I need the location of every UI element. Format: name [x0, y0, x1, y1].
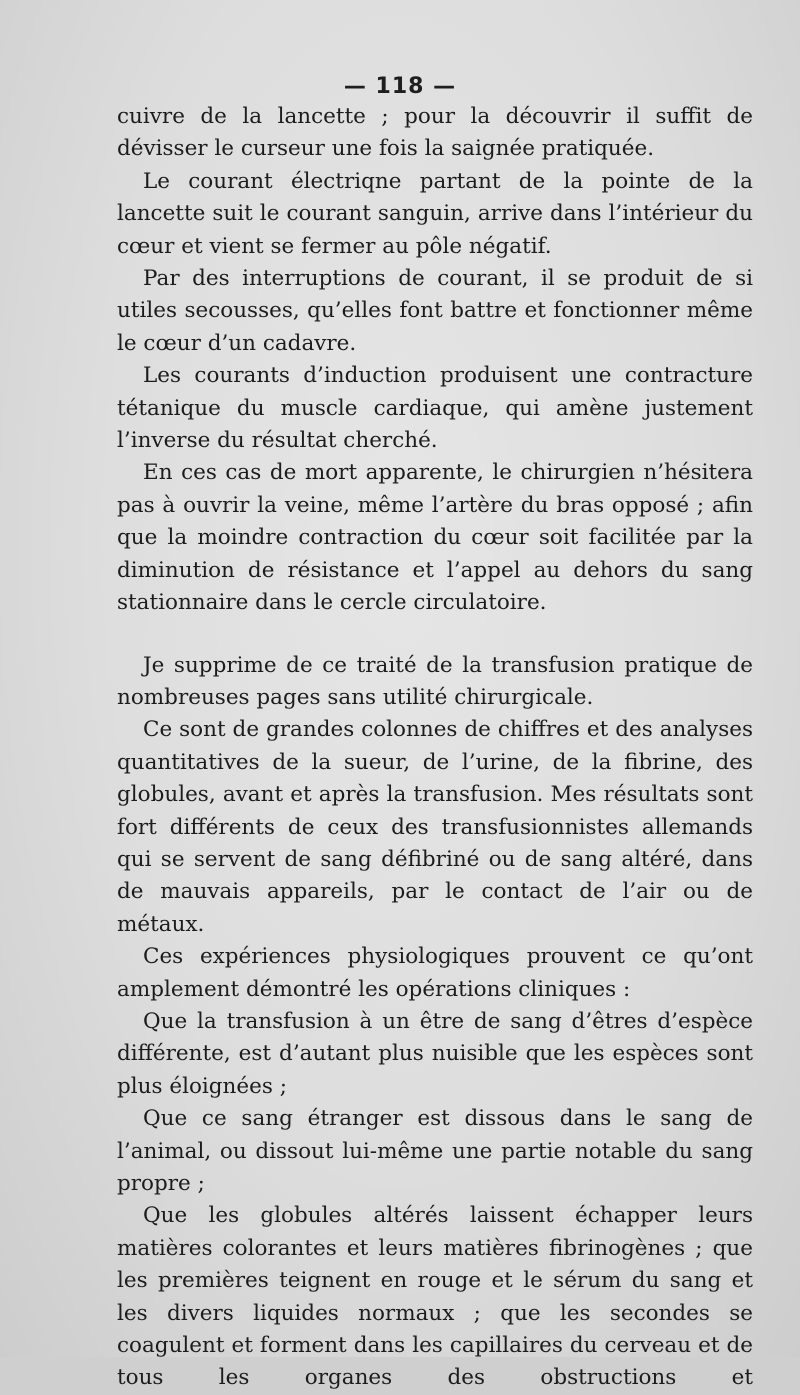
paragraph: Par des interruptions de courant, il se produit de si utiles secousses, qu’elles font battre et fonctionner même le cœur d’un cadavre. [117, 266, 753, 356]
paragraph: Je supprime de ce traité de la transfusion pratique de nombreuses pages sans utilité chirurgicale. [117, 652, 753, 710]
paragraph: Que les globules altérés laissent échapper leurs matières colorantes et leurs matières fibrinogènes ; que les premières teignent en rouge et le sérum du sang et les divers liquides normaux ; que les secondes se coagulent et forment dans les capillaires du cerveau et de tous les organes des obstructions et [117, 1203, 753, 1391]
paragraph: Les courants d’induction produisent une contracture tétanique du muscle cardiaque, qui amène justement l’inverse du résultat cherché. [117, 363, 753, 454]
paragraph: cuivre de la lancette ; pour la découvrir il suffit de dévisser le curseur une fois la saignée pratiquée. [117, 104, 753, 162]
body-text [117, 101, 753, 1395]
paragraph: Que ce sang étranger est dissous dans le sang de l’animal, ou dissout lui-même une partie notable du sang propre ; [117, 1106, 753, 1196]
paragraph: En ces cas de mort apparente, le chirurgien n’hésitera pas à ouvrir la veine, même l’artère du bras opposé ; afin que la moindre contraction du cœur soit facilitée par la diminution de résistance et l’appel au dehors du sang stationnaire dans le cercle circulatoire. [117, 460, 753, 616]
page-number: — 118 — [343, 74, 457, 99]
paragraph: Ces expériences physiologiques prouvent ce qu’ont amplement démontré les opérations cliniques : [117, 944, 753, 1002]
paragraph: Ce sont de grandes colonnes de chiffres et des analyses quantitatives de la sueur, de l’urine, de la fibrine, des globules, avant et après la transfusion. Mes résultats sont fort différents de ceux des transfusionnistes allemands qui se servent de sang défibriné ou de sang altéré, dans de mauvais appareils, par le contact de l’air ou de métaux. [117, 717, 753, 937]
paragraph: Le courant électriqne partant de la pointe de la lancette suit le courant sanguin, arrive dans l’intérieur du cœur et vient se fermer au pôle négatif. [117, 168, 753, 259]
paragraph: Que la transfusion à un être de sang d’êtres d’espèce différente, est d’autant plus nuisible que les espèces sont plus éloignées ; [117, 1008, 753, 1099]
